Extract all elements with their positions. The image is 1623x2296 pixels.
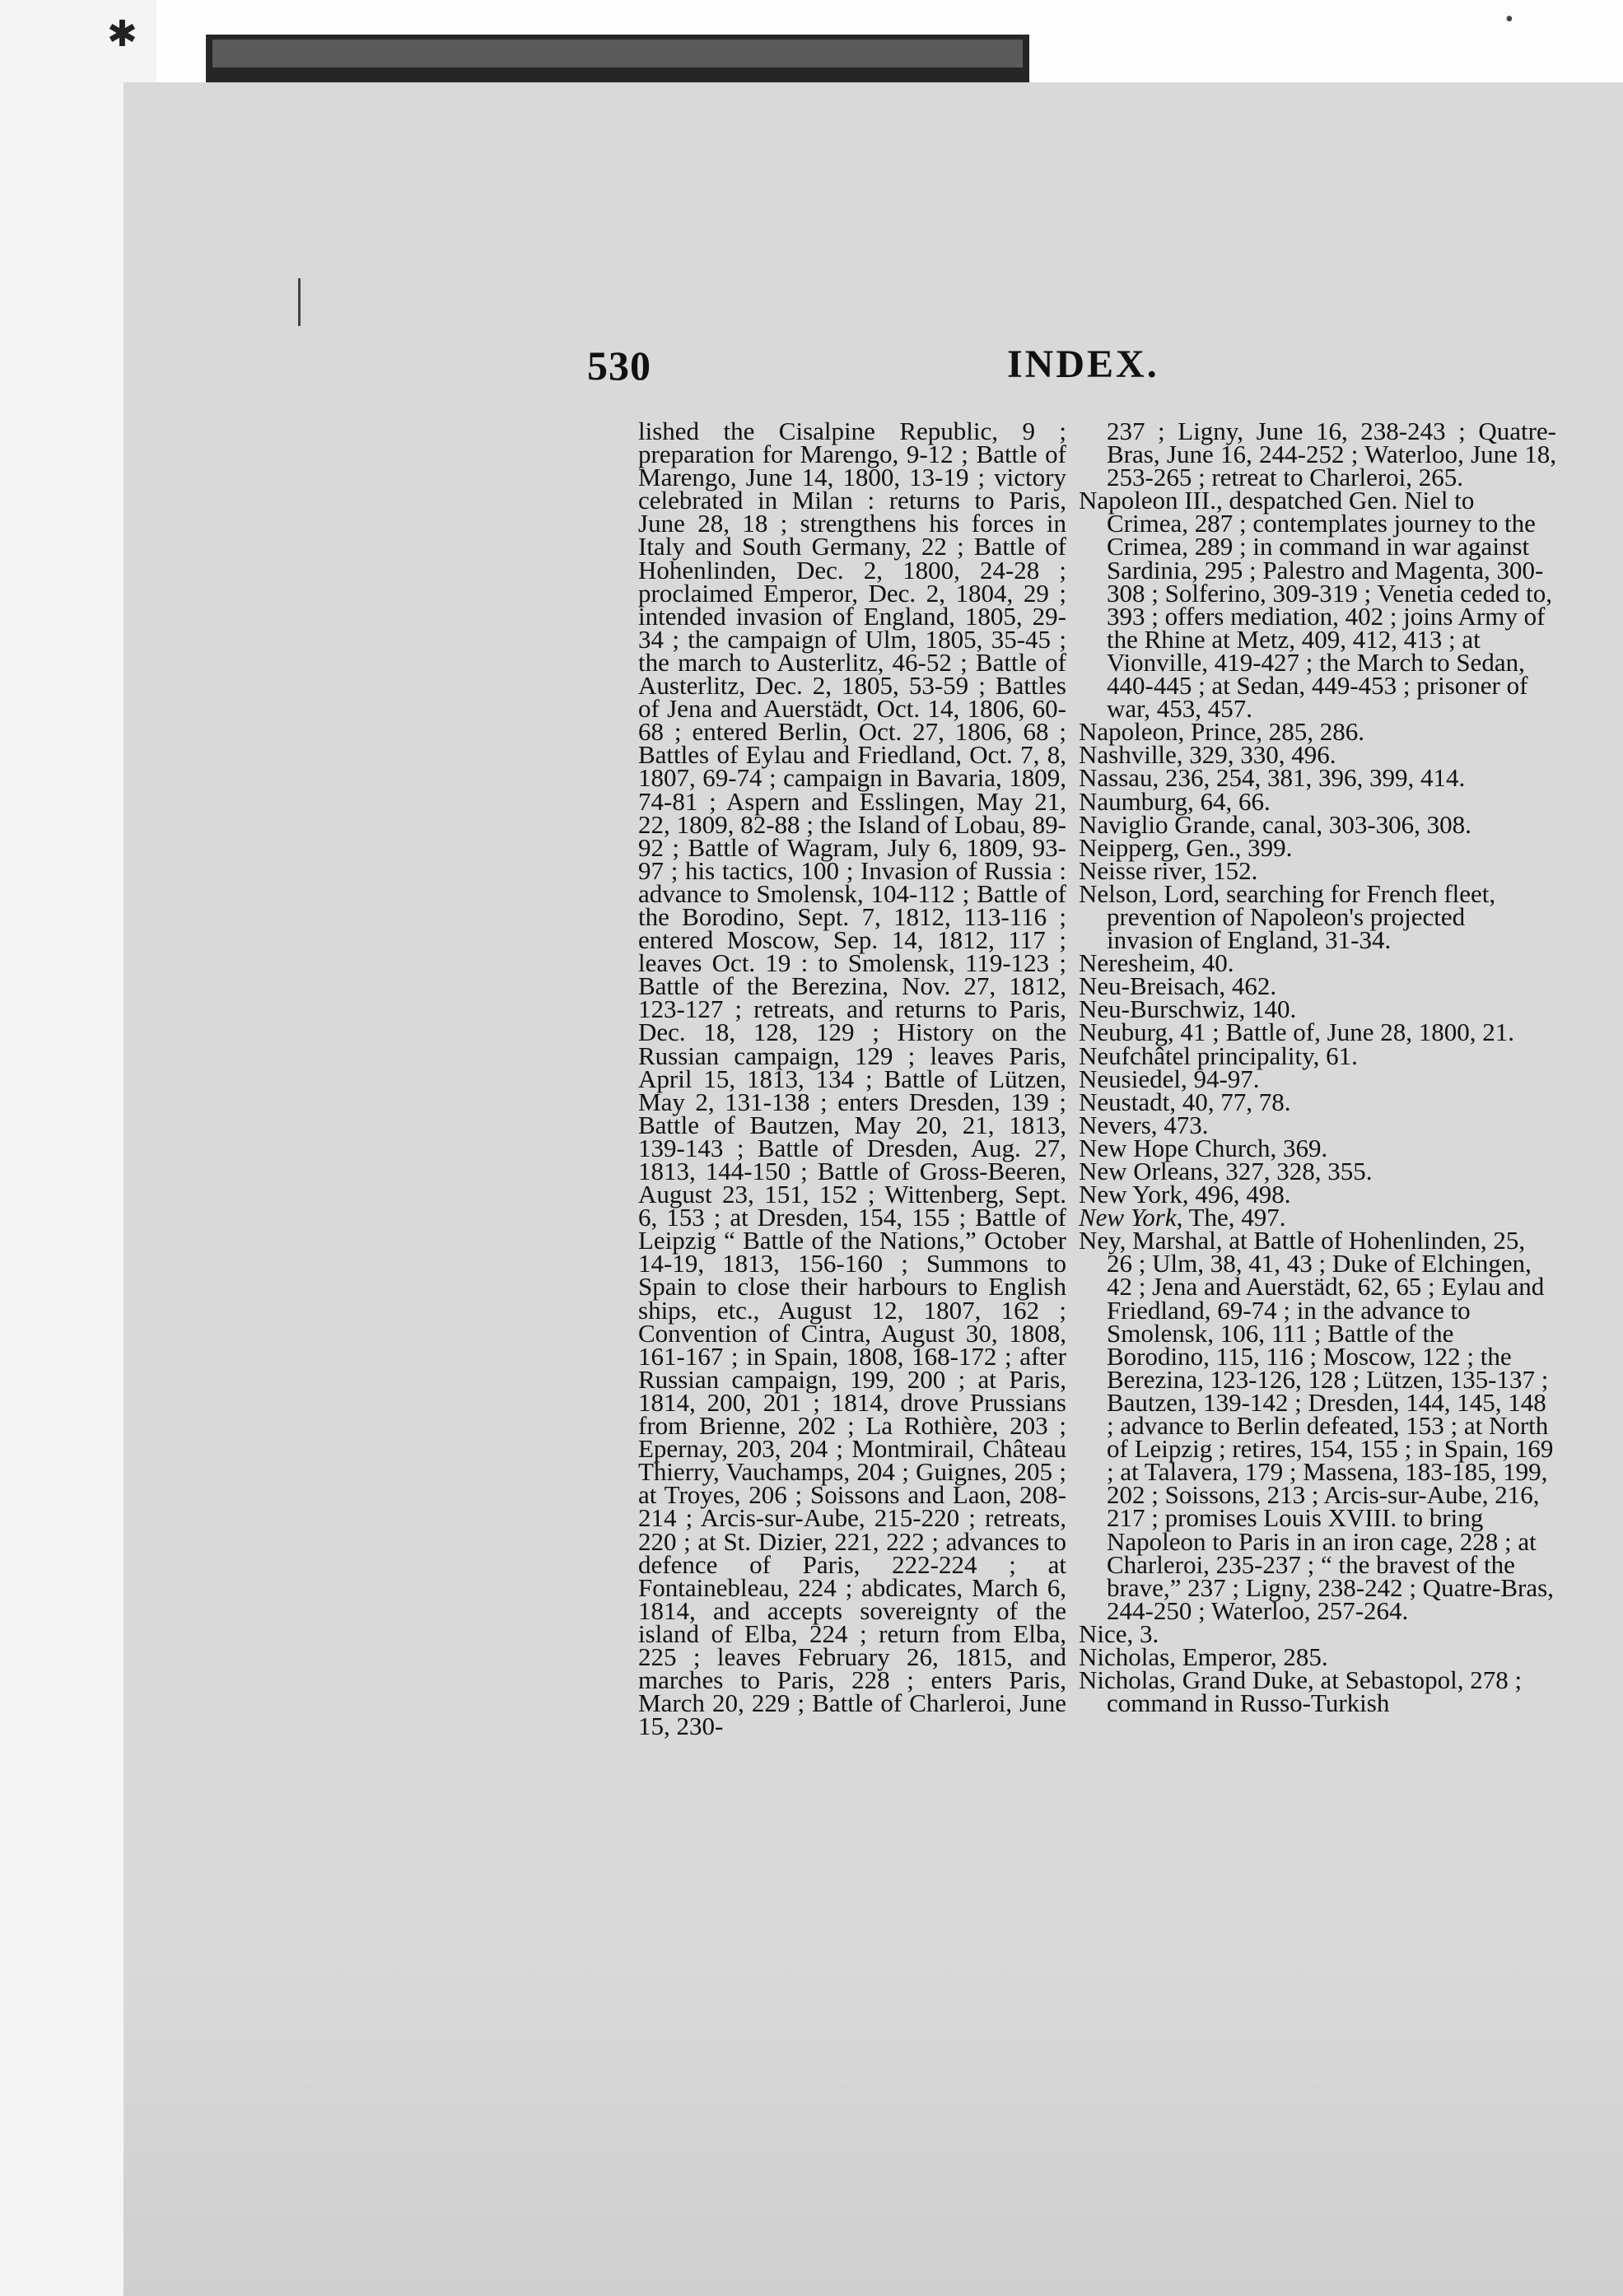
index-entry-continuation: lished the Cisalpine Republic, 9 ; preparation for Marengo, 9-12 ; Battle of Marengo, June 14, 1800, 13-19 ; victory celebrated in Milan : returns to Paris, June 28, 18 ; strengthens his forces in Italy and South Germany, 22 ; Battle of Hohenlinden, Dec. 2, 1800, 24-28 ; proclaimed Emperor, Dec. 2, 1804, 29 ; intended invasion of England, 1805, 29-34 ; the campaign of Ulm, 1805, 35-45 ; the march to Austerlitz, 46-52 ; Battle of Austerlitz, Dec. 2, 1805, 53-59 ; Battles of Jena and Auerstädt, Oct. 14, 1806, 60-68 ; entered Berlin, Oct. 27, 1806, 68 ; Battles of Eylau and Friedland, Oct. 7, 8, 1807, 69-74 ; campaign in Bavaria, 1809, 74-81 ; Aspern and Esslingen, May 21, 22, 1809, 82-88 ; the Island of Lobau, 89-92 ; Battle of Wagram, July 6, 1809, 93-97 ; his tactics, 100 ; Invasion of Russia : advance to Smolensk, 104-112 ; Battle of the Borodino, Sept. 7, 1812, 113-116 ; entered Moscow, Sep. 14, 1812, 117 ; leaves Oct. 19 : to Smolensk, 119-123 ; Battle of the Berezina, Nov. 27, 1812, 123-127 ; retreats, and returns to Paris, Dec. 18, 128, 129 ; History on the Russian campaign, 129 ; leaves Paris, April 15, 1813, 134 ; Battle of Lützen, May 2, 131-138 ; enters Dresden, 139 ; Battle of Bautzen, May 20, 21, 1813, 139-143 ; Battle of Dresden, Aug. 27, 1813, 144-150 ; Battle of Gross-Beeren, August 23, 151, 152 ; Wittenberg, Sept. 6, 153 ; at Dresden, 154, 155 ; Battle of Leipzig “ Battle of the Nations,” October 14-19, 1813, 156-160 ; Summons to Spain to close their harbours to English ships, etc., August 12, 1807, 162 ; Convention of Cintra, August 30, 1808, 161-167 ; in Spain, 1808, 168-172 ; after Russian campaign, 199, 200 ; at Paris, 1814, 200, 201 ; 1814, drove Prussians from Brienne, 202 ; La Rothière, 203 ; Epernay, 203, 204 ; Montmirail, Château Thierry, Vauchamps, 204 ; Guignes, 205 ; at Troyes, 206 ; Soissons and Laon, 208-214 ; Arcis-sur-Aube, 215-220 ; retreats, 220 ; at St. Dizier, 221, 222 ; advances to defence of Paris, 222-224 ; at Fontainebleau, 224 ; abdicates, March 6, 1814, and accepts sovereignty of the island of Elba, 224 ; return from Elba, 225 ; leaves February 26, 1815, and marches to Paris, 228 ; enters Paris, March 20, 229 ; Battle of Charleroi, June 15, 230- bbox=[638, 417, 1066, 1741]
index-entry: Neuburg, 41 ; Battle of, June 28, 1800, 21. bbox=[1079, 1018, 1514, 1047]
page-header bbox=[587, 342, 1559, 399]
index-entry: Naviglio Grande, canal, 303-306, 308. bbox=[1079, 809, 1471, 839]
index-entry: Nice, 3. bbox=[1079, 1618, 1159, 1648]
index-entry: Ney, Marshal, at Battle of Hohenlinden, 25, 26 ; Ulm, 38, 41, 43 ; Duke of Elchingen, 42 ; Jena and Auerstädt, 62, 65 ; Eylau and Friedland, 69-74 ; in the advance to Smolensk, 106, 111 ; Battle of the Borodino, 115, 116 ; Moscow, 122 ; the Berezina, 123-126, 128 ; Lützen, 135-137 ; Bautzen, 139-142 ; Dresden, 144, 145, 148 ; advance to Berlin defeated, 153 ; at North of Leipzig ; retires, 154, 155 ; in Spain, 169 ; at Talavera, 179 ; Massena, 183-185, 199, 202 ; Soissons, 213 ; Arcis-sur-Aube, 216, 217 ; promises Louis XVIII. to bring Napoleon to Paris in an iron cage, 228 ; at Charleroi, 235-237 ; “ the bravest of the brave,” 237 ; Ligny, 238-242 ; Quatre-Bras, 244-250 ; Waterloo, 257-264. bbox=[1079, 1226, 1554, 1625]
index-entry: Neu-Burschwiz, 140. bbox=[1079, 994, 1297, 1024]
index-entry: New Hope Church, 369. bbox=[1079, 1133, 1328, 1162]
index-entry-italic-title: New York bbox=[1079, 1203, 1177, 1232]
index-column-right bbox=[1079, 417, 1556, 1718]
book-top-edge-inner bbox=[212, 40, 1023, 68]
index-entry: Nicholas, Emperor, 285. bbox=[1079, 1642, 1328, 1671]
index-entry: Neusiedel, 94-97. bbox=[1079, 1064, 1260, 1093]
index-entry: Nashville, 329, 330, 496. bbox=[1079, 740, 1336, 770]
index-entry: Neisse river, 152. bbox=[1079, 855, 1258, 885]
index-entry-tail: , The, 497. bbox=[1176, 1203, 1286, 1232]
page-number: 530 bbox=[587, 342, 651, 389]
index-entry: New York, 496, 498. bbox=[1079, 1180, 1291, 1209]
index-entry: Neipperg, Gen., 399. bbox=[1079, 832, 1293, 862]
index-entry: Neufchâtel principality, 61. bbox=[1079, 1041, 1358, 1070]
index-entry: Napoleon III., despatched Gen. Niel to Crimea, 287 ; contemplates journey to the Crimea, 289 ; in command in war against Sardinia, 295 ; Palestro and Magenta, 300-308 ; Solferino, 309-319 ; Venetia ceded to, 393 ; offers mediation, 402 ; joins Army of the Rhine at Metz, 409, 412, 413 ; at Vionville, 419-427 ; the March to Sedan, 440-445 ; at Sedan, 449-453 ; prisoner of war, 453, 457. bbox=[1079, 486, 1552, 724]
index-entry: Nevers, 473. bbox=[1079, 1110, 1209, 1139]
index-entry: Neresheim, 40. bbox=[1079, 948, 1234, 978]
index-entry: Nelson, Lord, searching for French fleet, prevention of Napoleon's projected invasion of England, 31-34. bbox=[1079, 878, 1496, 955]
index-entry: New Orleans, 327, 328, 355. bbox=[1079, 1157, 1373, 1185]
running-title: INDEX. bbox=[1007, 342, 1159, 386]
index-entry: Naumburg, 64, 66. bbox=[1079, 786, 1271, 816]
index-entry: Napoleon, Prince, 285, 286. bbox=[1079, 717, 1364, 747]
index-entry: Neustadt, 40, 77, 78. bbox=[1079, 1087, 1291, 1116]
index-column-left bbox=[638, 417, 1066, 1741]
index-entry: Neu-Breisach, 462. bbox=[1079, 971, 1277, 1001]
page-edge-mark bbox=[298, 278, 301, 326]
index-entry: Nicholas, Grand Duke, at Sebastopol, 278 ; command in Russo-Turkish bbox=[1079, 1665, 1523, 1718]
page-shadow bbox=[124, 1959, 1623, 2296]
scan-speck-small: • bbox=[1505, 7, 1513, 32]
index-entry: Nassau, 236, 254, 381, 396, 399, 414. bbox=[1079, 763, 1466, 793]
index-entry-continuation: 237 ; Ligny, June 16, 238-243 ; Quatre-Bras, June 16, 244-252 ; Waterloo, June 18, 253-265 ; retreat to Charleroi, 265. bbox=[1107, 417, 1556, 492]
scan-speck: ✱ bbox=[107, 14, 138, 54]
